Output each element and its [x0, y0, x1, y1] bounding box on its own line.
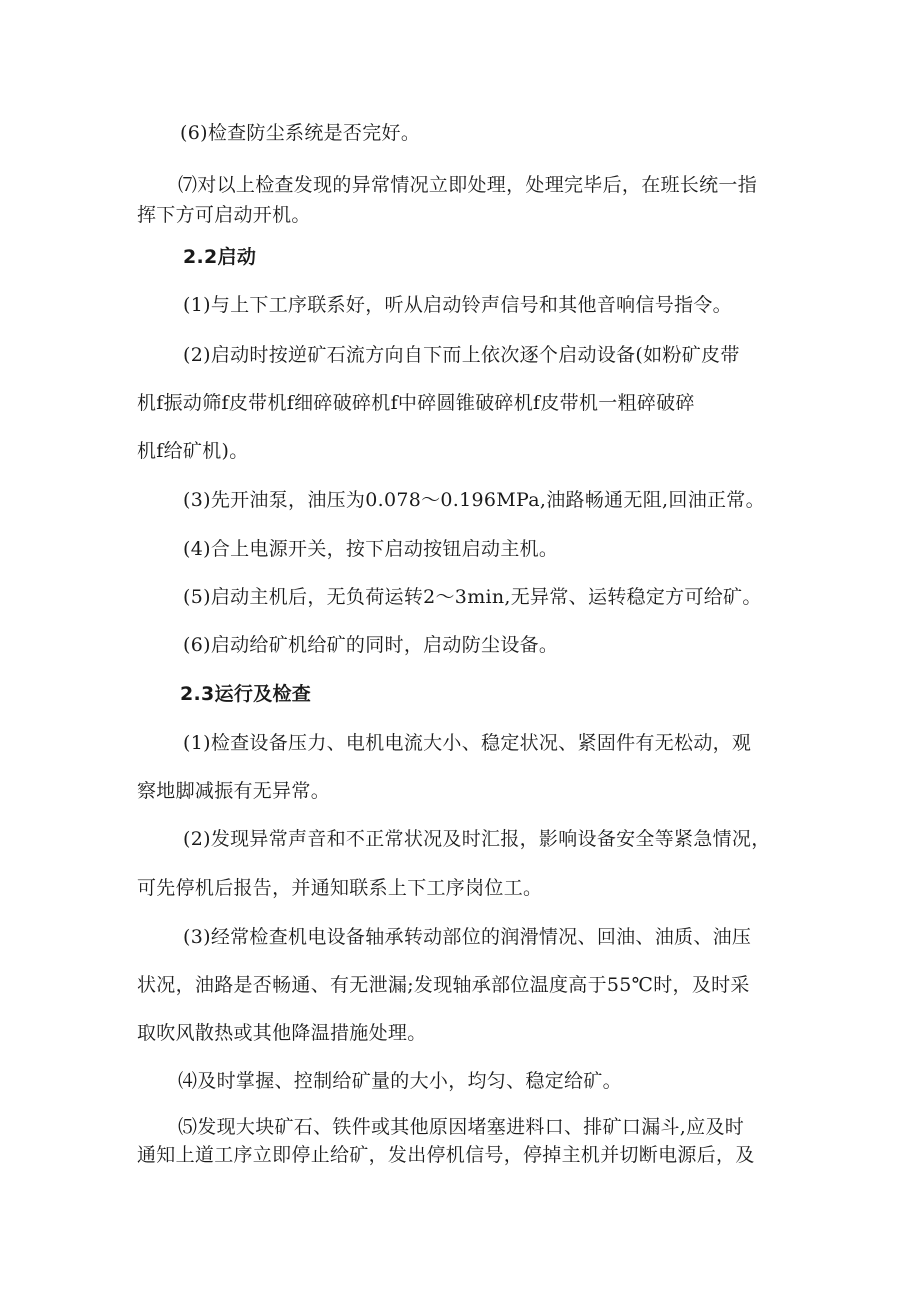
- paragraph-line: (6)检查防尘系统是否完好。: [180, 122, 421, 144]
- paragraph-line: 挥下方可启动开机。: [137, 204, 311, 226]
- paragraph-line: (1)与上下工序联系好，听从启动铃声信号和其他音响信号指令。: [183, 294, 732, 316]
- paragraph-line: ⑷及时掌握、控制给矿量的大小，均匀、稳定给矿。: [178, 1070, 622, 1092]
- paragraph-line: (5)启动主机后，无负荷运转2～3min,无异常、运转稳定方可给矿。: [183, 586, 762, 608]
- paragraph-line: (3)经常检查机电设备轴承转动部位的润滑情况、回油、油质、油压: [183, 926, 752, 948]
- paragraph-line: (4)合上电源开关，按下启动按钮启动主机。: [183, 538, 559, 560]
- paragraph-line: (1)检查设备压力、电机电流大小、稳定状况、紧固件有无松动，观: [183, 732, 752, 754]
- paragraph-line: ⑸发现大块矿石、铁件或其他原因堵塞进料口、排矿口漏斗,应及时: [178, 1116, 745, 1138]
- paragraph-line: 察地脚减振有无异常。: [137, 780, 331, 802]
- section-heading: 2.2启动: [183, 246, 257, 268]
- paragraph-line: (2)发现异常声音和不正常状况及时汇报，影响设备安全等紧急情况，: [183, 828, 771, 850]
- paragraph-line: 可先停机后报告，并通知联系上下工序岗位工。: [137, 877, 543, 899]
- paragraph-line: ⑺对以上检查发现的异常情况立即处理，处理完毕后，在班长统一指: [178, 174, 758, 196]
- paragraph-line: (3)先开油泵，油压为0.078～0.196MPa,油路畅通无阻,回油正常。: [183, 489, 765, 511]
- paragraph-line: 取吹风散热或其他降温措施处理。: [137, 1022, 427, 1044]
- paragraph-line: 机f给矿机)。: [137, 440, 249, 462]
- paragraph-line: 通知上道工序立即停止给矿，发出停机信号，停掉主机并切断电源后，及: [137, 1144, 755, 1166]
- paragraph-line: (2)启动时按逆矿石流方向自下而上依次逐个启动设备(如粉矿皮带: [183, 344, 740, 366]
- paragraph-line: 机f振动筛f皮带机f细碎破碎机f中碎圆锥破碎机f皮带机一粗碎破碎: [137, 392, 695, 414]
- paragraph-line: 状况，油路是否畅通、有无泄漏;发现轴承部位温度高于55℃时，及时采: [137, 974, 750, 996]
- paragraph-line: (6)启动给矿机给矿的同时，启动防尘设备。: [183, 634, 559, 656]
- section-heading: 2.3运行及检查: [180, 683, 312, 705]
